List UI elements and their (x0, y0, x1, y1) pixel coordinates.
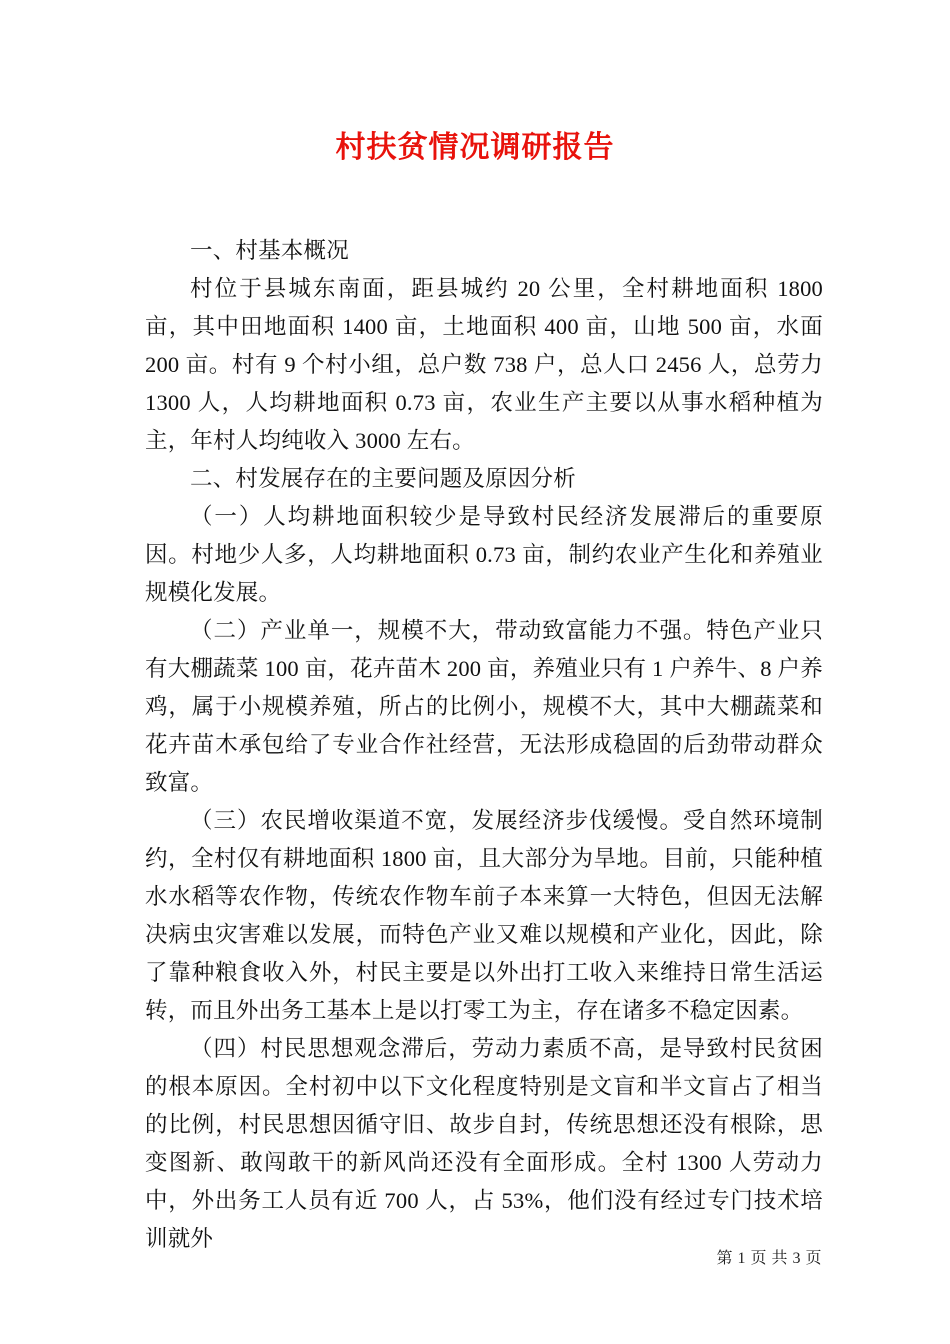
page-title: 村扶贫情况调研报告 (335, 131, 615, 164)
paragraph-issue-two: （二）产业单一，规模不大，带动致富能力不强。特色产业只有大棚蔬菜 100 亩，花卉苗木 200 亩，养殖业只有 1 户养牛、8 户养鸡，属于小规模养殖，所占的比例小，规模不大，其中大棚蔬菜和花卉苗木承包给了专业合作社经营，无法形成稳固的后劲带动群众致富。 (145, 618, 823, 795)
paragraph-issue-one: （一）人均耕地面积较少是导致村民经济发展滞后的重要原因。村地少人多，人均耕地面积 0.73 亩，制约农业产生化和养殖业规模化发展。 (145, 504, 823, 605)
document-body (145, 232, 823, 1258)
paragraph-village-overview: 村位于县城东南面，距县城约 20 公里，全村耕地面积 1800 亩，其中田地面积 1400 亩，土地面积 400 亩，山地 500 亩，水面 200 亩。村有 9 个村小组，总户数 738 户，总人口 2456 人，总劳力 1300 人，人均耕地面积 0.73 亩，农业生产主要以从事水稻种植为主，年村人均纯收入 3000 左右。 (145, 276, 823, 453)
paragraph-issue-four: （四）村民思想观念滞后，劳动力素质不高，是导致村民贫困的根本原因。全村初中以下文化程度特别是文盲和半文盲占了相当的比例，村民思想因循守旧、故步自封，传统思想还没有根除，思变图新、敢闯敢干的新风尚还没有全面形成。全村 1300 人劳动力中，外出务工人员有近 700 人，占 53%，他们没有经过专门技术培训就外 (145, 1036, 823, 1251)
section-heading-1: 一、村基本概况 (190, 238, 349, 263)
paragraph-issue-three: （三）农民增收渠道不宽，发展经济步伐缓慢。受自然环境制约，全村仅有耕地面积 1800 亩，且大部分为旱地。目前，只能种植水水稻等农作物，传统农作物车前子本来算一大特色，但因无法解决病虫灾害难以发展，而特色产业又难以规模和产业化，因此，除了靠种粮食收入外，村民主要是以外出打工收入来维持日常生活运转，而且外出务工基本上是以打零工为主，存在诸多不稳定因素。 (145, 808, 823, 1023)
page-footer: 第 1 页 共 3 页 (716, 1250, 822, 1267)
section-heading-2: 二、村发展存在的主要问题及原因分析 (190, 466, 576, 491)
